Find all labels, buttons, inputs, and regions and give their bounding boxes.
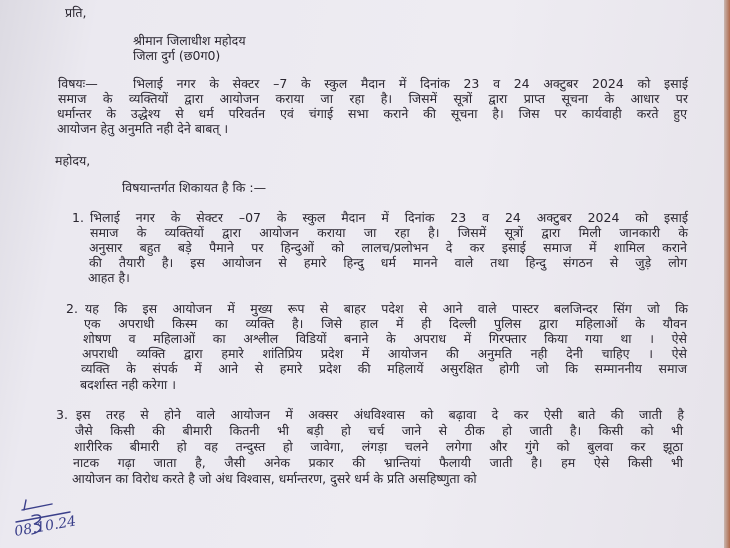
point-line: अपराधी व्यक्ति द्वारा हमारे शांतिप्रिय प्रदेश में आयोजन की अनुमति नही देनी चाहिए । ऐसे: [82, 346, 687, 361]
point-line: व्यक्ति के संपर्क में आने से हमारे प्रदेश की महिलायें असुरक्षित होगी जो कि सम्माननीय समाज: [81, 361, 687, 376]
point-line: बदर्शास्त नही करेगा ।: [80, 377, 176, 392]
signature-date: 08.10.24: [13, 513, 78, 540]
point-line: भिलाई नगर के सेक्टर –07 के स्कुल मैदान में दिनांक 23 व 24 अक्टुबर 2024 को इसाई: [90, 210, 688, 225]
point-line: समाज के व्यक्तियों द्वारा आयोजन कराया जा रहा है। जिसमें सूत्रों द्वारा मिली जानकारी के: [90, 225, 688, 240]
point-line: की तैयारी है। इस आयोजन से हमारे हिन्दु धर्म मानने वाले तथा हिन्दु संगठन से जुड़े लोग: [89, 255, 687, 270]
salutation-to: प्रति,: [65, 5, 87, 20]
point-line: जैसे किसी की बीमारी कितनी भी बड़ी हो चर्च जाने से ठीक हो जाती है। किसी को भी: [75, 423, 683, 438]
subject-label: विषयः—: [58, 76, 98, 91]
point-line: शोषण व महिलाओं का अश्लील विडियों बनाने के अपराध में गिरफ्तार किया गया था । ऐसे: [83, 331, 687, 346]
point-line: आहत है।: [88, 270, 130, 285]
addressee-line-2: जिला दुर्ग (छ0ग0): [133, 48, 221, 63]
page-edge: [724, 0, 730, 548]
point-line: अनुसार बहुत बड़े पैमाने पर हिन्दुओं को लालच/प्रलोभन दे कर इसाई समाज में शामिल कराने: [89, 240, 687, 255]
point-number: 3.: [56, 407, 68, 422]
addressee-line-1: श्रीमान जिलाधीश महोदय: [133, 33, 246, 48]
point-line: एक अपराधी किस्म का व्यक्ति है। जिसे हाल में ही दिल्ली पुलिस द्वारा महिलाओं के यौवन: [84, 316, 687, 331]
subject-line: आयोजन हेतु अनुमति नही देने बाबत् ।: [57, 121, 229, 136]
intro-text: विषयान्तर्गत शिकायत है कि :—: [122, 180, 267, 195]
subject-line: धर्मान्तर के उद्धेश्य से धर्म परिवर्तन एवं चंगाई सभा कराने की सूचना है। जिस पर कार्यवाही करते हुए: [57, 106, 687, 121]
point-line: नाटक गढ़ा जाता है, जैसी अनेक प्रकार की भ्रान्तियां फैलायी जाती है। हम ऐसे किसी भी: [73, 455, 683, 470]
point-line: इस तरह से होने वाले आयोजन में अक्सर अंधविश्वास को बढ़ावा दे कर ऐसी बाते की जाती है: [76, 407, 684, 422]
point-line: आयोजन का विरोध करते है जो अंध विश्वास, धर्मान्तरण, दुसरे धर्म के प्रति असहिष्णुता को: [72, 471, 477, 486]
point-number: 2.: [66, 301, 78, 316]
subject-line: समाज के व्यक्तियों द्वारा आयोजन कराया जा रहा है। जिसमें सूत्रों द्वारा प्राप्त सूचना के आधार पर: [58, 91, 688, 106]
subject-line: भिलाई नगर के सेक्टर –7 के स्कुल मैदान में दिनांक 23 व 24 अक्टुबर 2024 को इसाई: [133, 76, 688, 91]
point-line: यह कि इस आयोजन में मुख्य रूप से बाहर पदेश से आने वाले पास्टर बलजिन्दर सिंग जो कि: [85, 301, 688, 316]
point-line: शारीरिक बीमारी हो वह तन्दुस्त हो जावेगा, लंगड़ा चलने लगेगा और गुंगे को बुलवा कर झूठा: [74, 439, 683, 454]
greeting: महोदय,: [55, 153, 91, 168]
point-number: 1.: [72, 210, 84, 225]
